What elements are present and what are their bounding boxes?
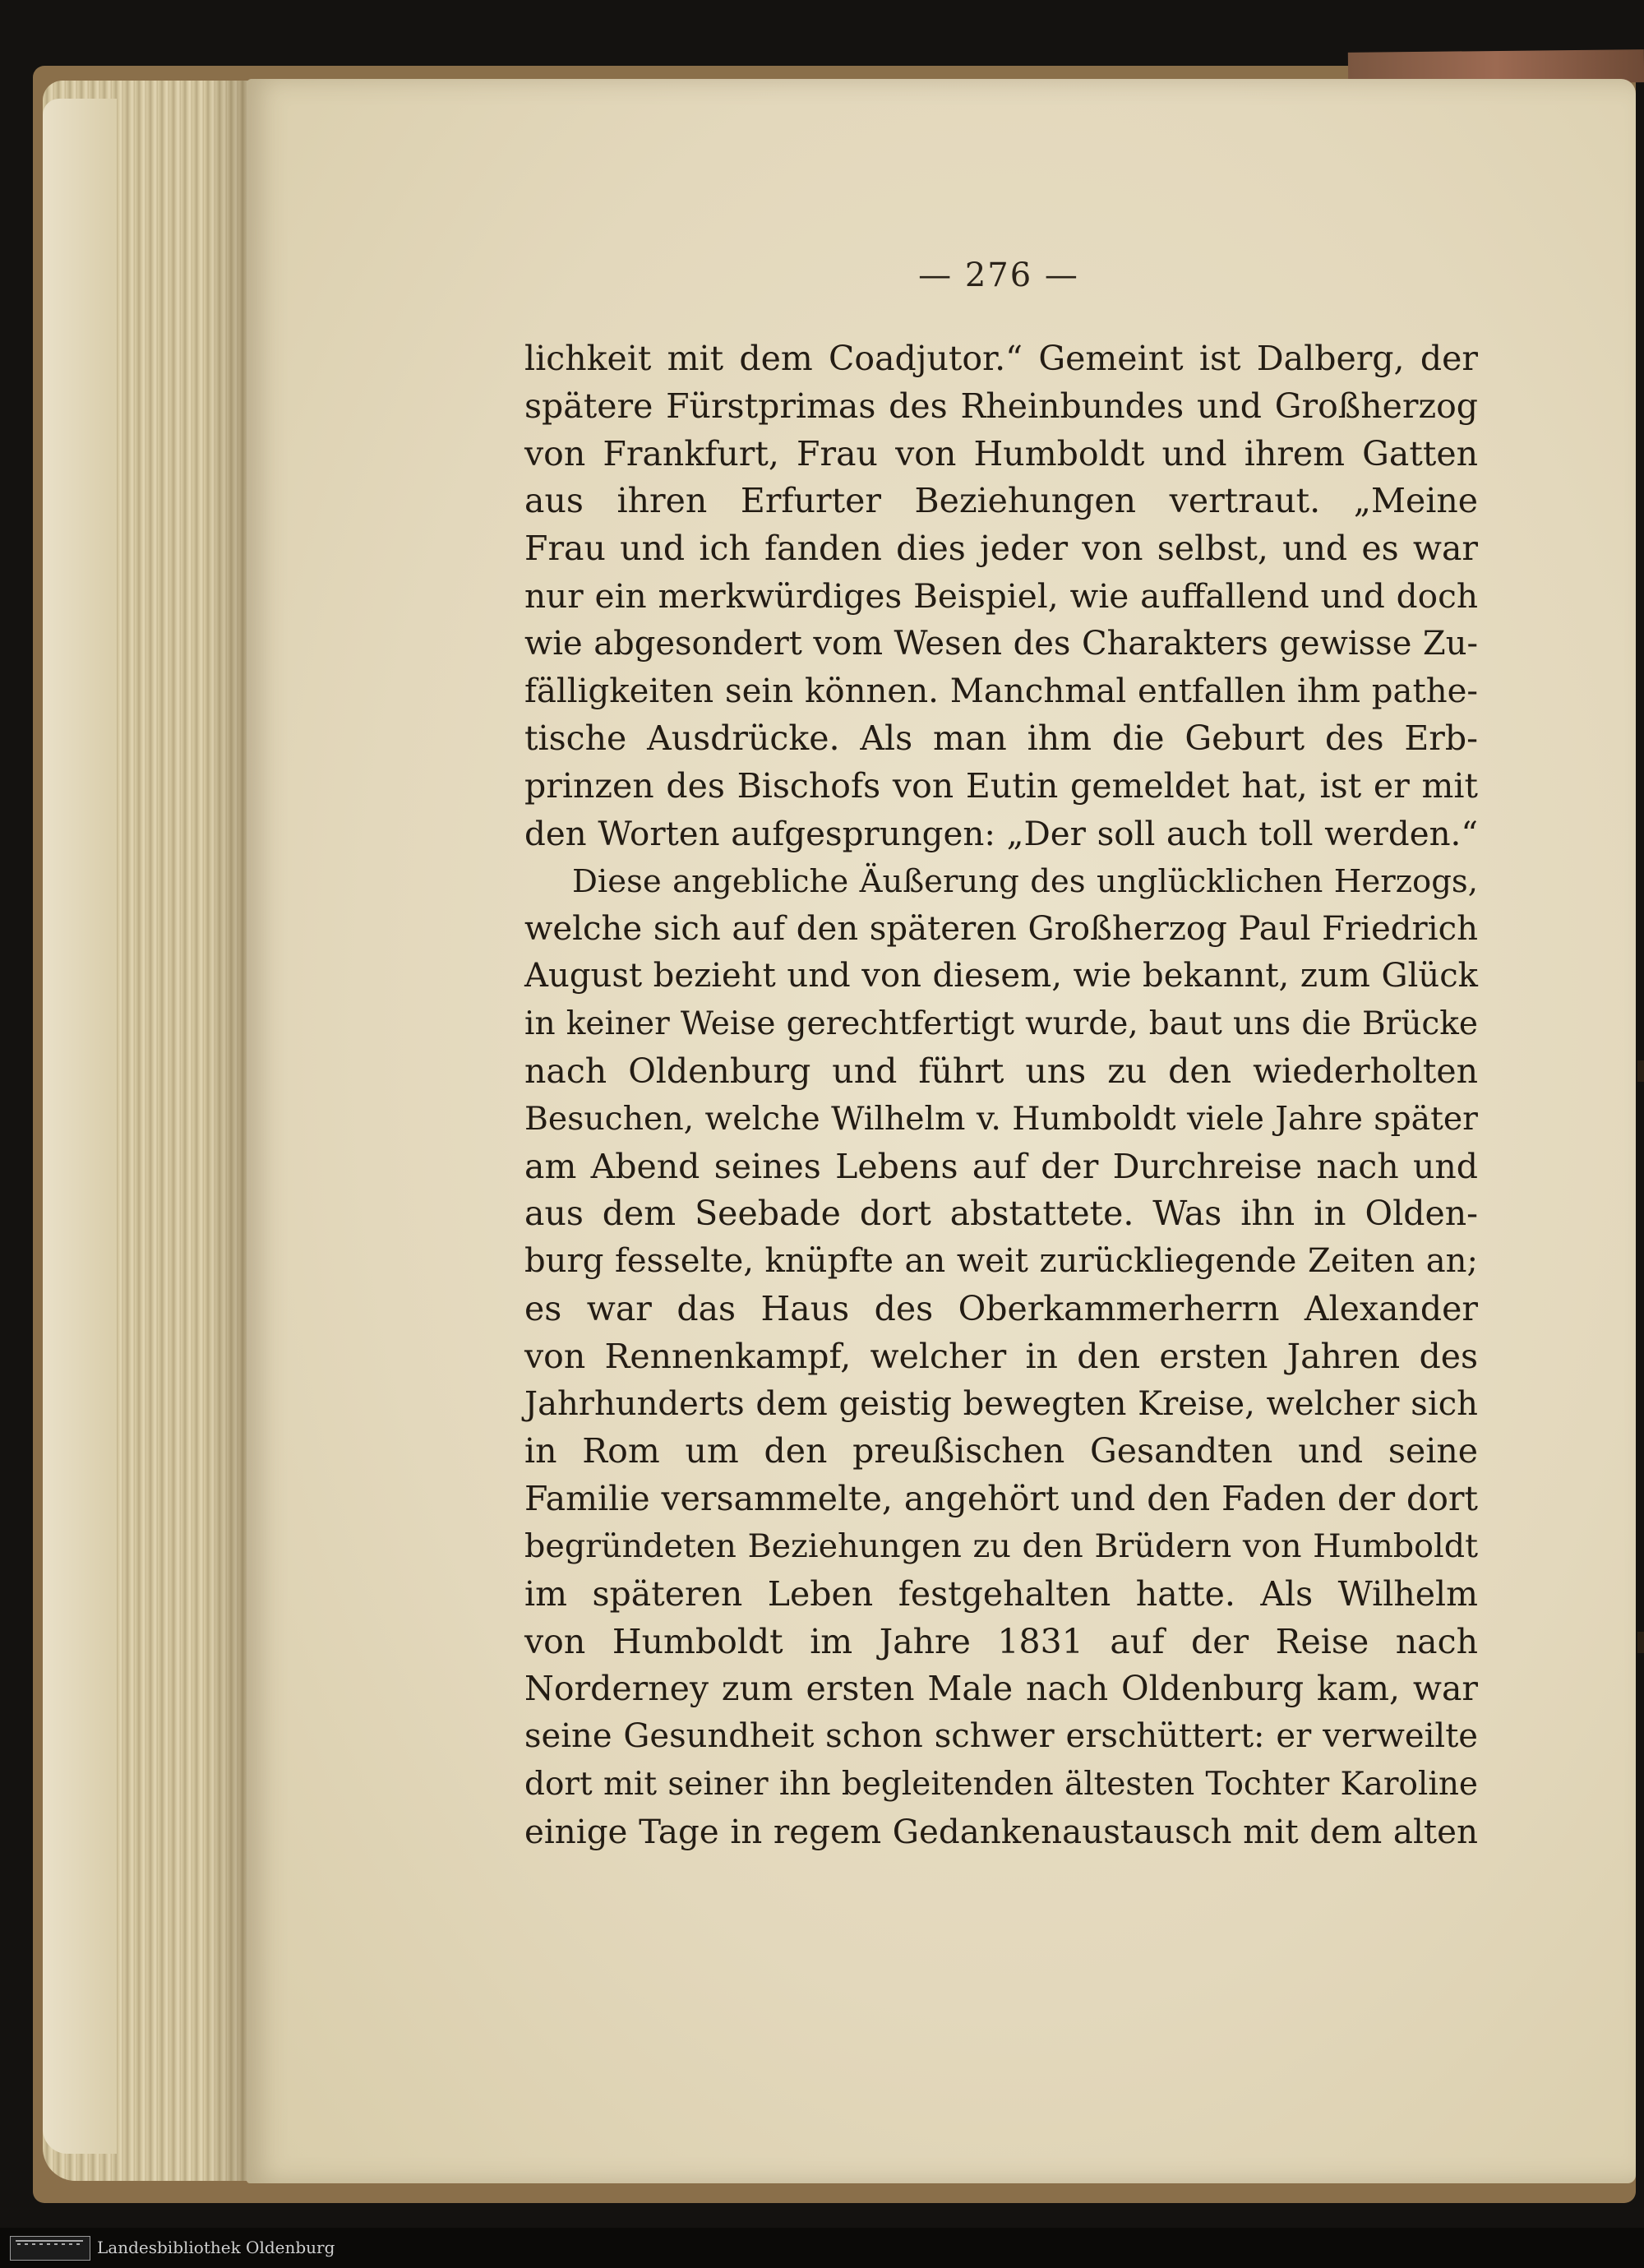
text-line: prinzen des Bischofs von Eutin gemeldet hat, ist er mit	[524, 766, 1478, 806]
text-line: Norderney zum ersten Male nach Oldenburg kam, war	[524, 1669, 1478, 1709]
text-line: welche sich auf den späteren Großherzog Paul Friedrich	[524, 909, 1478, 948]
text-line: burg fesselte, knüpfte an weit zurückliegende Zeiten an;	[524, 1242, 1478, 1281]
text-line: in Rom um den preußischen Gesandten und seine	[524, 1431, 1478, 1471]
text-line: aus dem Seebade dort abstattete. Was ihn in Olden-	[524, 1194, 1478, 1234]
text-line: nach Oldenburg und führt uns zu den wiederholten	[524, 1051, 1478, 1091]
text-line: einige Tage in regem Gedankenaustausch mit dem alten	[524, 1812, 1478, 1851]
text-line: den Worten aufgesprungen: „Der soll auch toll werden.“	[524, 814, 1478, 853]
text-line: dort mit seiner ihn begleitenden ältesten Tochter Karoline	[524, 1765, 1478, 1803]
text-line: August bezieht und von diesem, wie bekannt, zum Glück	[524, 957, 1478, 995]
text-line: Familie versammelte, angehört und den Faden der dort	[524, 1479, 1478, 1519]
text-line: lichkeit mit dem Coadjutor.“ Gemeint ist Dalberg, der	[524, 339, 1478, 378]
text-line: am Abend seines Lebens auf der Durchreise nach und	[524, 1146, 1478, 1186]
body-text	[524, 335, 1478, 1856]
text-line: aus ihren Erfurter Beziehungen vertraut. „Meine	[524, 481, 1478, 521]
library-building-icon	[10, 2236, 90, 2261]
text-line: begründeten Beziehungen zu den Brüdern von Humboldt	[524, 1527, 1478, 1565]
library-name: Landesbibliothek Oldenburg	[97, 2238, 335, 2257]
text-line: Besuchen, welche Wilhelm v. Humboldt viele Jahre später	[524, 1099, 1478, 1138]
text-line: wie abgesondert vom Wesen des Charakters gewisse Zu-	[524, 624, 1478, 663]
edge-mark	[1637, 1632, 1644, 1653]
page-edges-highlight	[43, 99, 117, 2154]
text-line: im späteren Leben festgehalten hatte. Als Wilhelm	[524, 1573, 1478, 1614]
text-line: nur ein merkwürdiges Beispiel, wie auffallend und doch	[524, 575, 1478, 616]
text-line: von Humboldt im Jahre 1831 auf der Reise nach	[524, 1621, 1478, 1661]
text-line: seine Gesundheit schon schwer erschüttert: er verweilte	[524, 1717, 1478, 1756]
text-line: Jahrhunderts dem geistig bewegten Kreise, welcher sich	[524, 1384, 1478, 1423]
page-number: — 276 —	[918, 256, 1079, 294]
edge-mark	[1637, 1060, 1644, 1082]
text-line: von Rennenkampf, welcher in den ersten Jahren des	[524, 1336, 1478, 1376]
text-line: Diese angebliche Äußerung des unglücklichen Herzogs,	[572, 862, 1478, 900]
text-line: es war das Haus des Oberkammerherrn Alexander	[524, 1288, 1478, 1328]
text-line: Frau und ich fanden dies jeder von selbst, und es war	[524, 529, 1478, 569]
text-line: von Frankfurt, Frau von Humboldt und ihrem Gatten	[524, 433, 1478, 473]
text-line: tische Ausdrücke. Als man ihm die Geburt des Erb-	[524, 718, 1478, 759]
text-line: fälligkeiten sein können. Manchmal entfallen ihm pathe-	[524, 672, 1478, 710]
text-line: in keiner Weise gerechtfertigt wurde, baut uns die Brücke	[524, 1005, 1478, 1043]
text-line: spätere Fürstprimas des Rheinbundes und Großherzog	[524, 386, 1478, 426]
library-footer	[0, 2228, 1644, 2268]
